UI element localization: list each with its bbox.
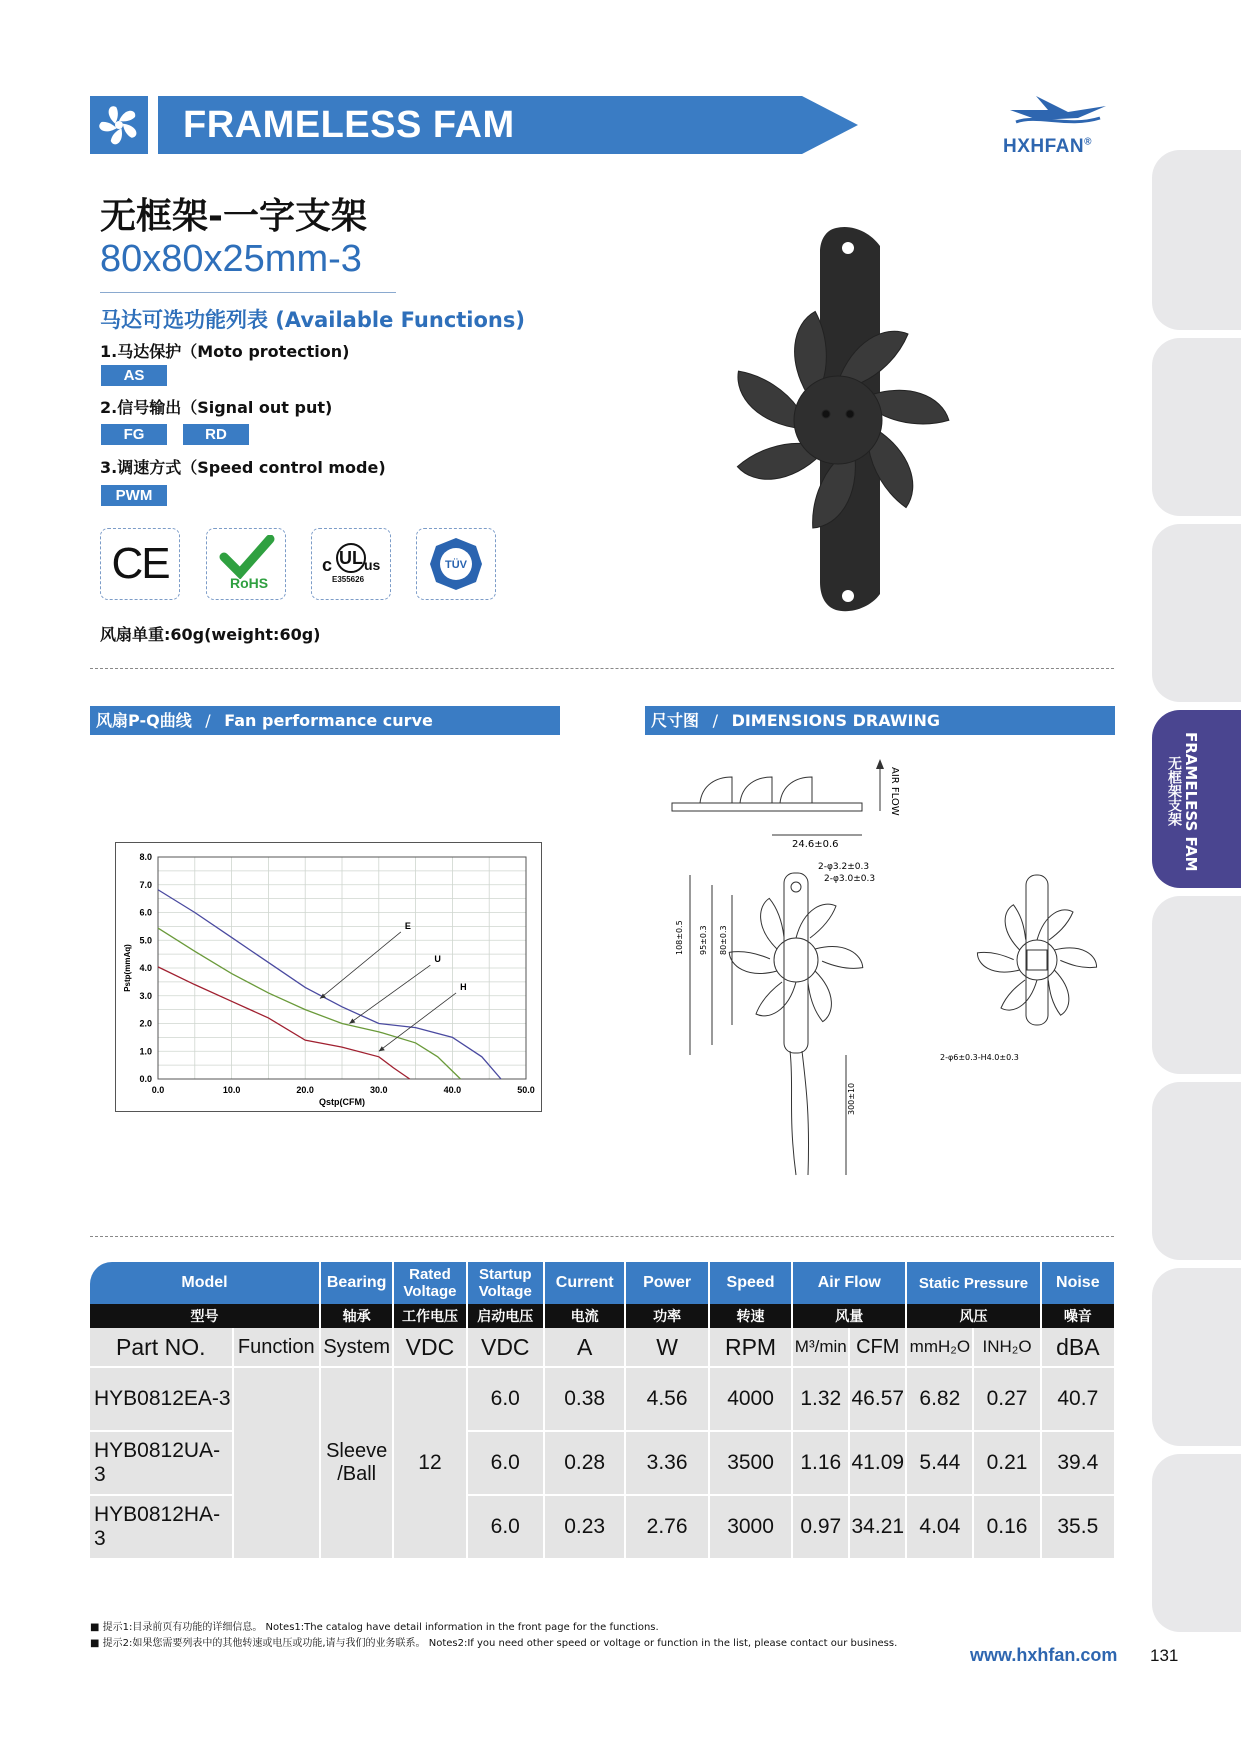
website-link[interactable]: www.hxhfan.com [970,1645,1118,1665]
unit-cell: W [625,1328,708,1367]
side-tab-frameless-active[interactable] [1152,710,1241,888]
side-tab[interactable] [1152,896,1241,1074]
col-header-cn: 风压 [906,1304,1040,1328]
col-header: Rated Voltage [393,1262,466,1304]
table-header-row [90,1262,1114,1304]
part-number: HYB0812EA-3 [90,1367,233,1431]
startup-voltage: 6.0 [467,1367,544,1431]
y-tick-label: 8.0 [139,852,152,862]
unit-cell: RPM [709,1328,792,1367]
col-header: Current [544,1262,625,1304]
unit-cell: System [320,1328,393,1367]
airflow-cfm: 41.09 [849,1431,906,1495]
tuv-cert-icon [416,528,496,600]
function-group-label: 3.调速方式（Speed control mode) [100,458,386,477]
col-header-cn: 轴承 [320,1304,393,1328]
current: 0.28 [544,1431,625,1495]
function-group-label: 1.马达保护（Moto protection) [100,342,350,361]
series-pointer [320,932,401,999]
y-axis-label: Pstp(mmAq) [123,944,132,992]
x-tick-label: 10.0 [222,1085,241,1095]
x-tick-label: 20.0 [296,1085,314,1095]
series-pointer [379,993,456,1051]
series-label-U: U [434,954,441,965]
table-units-row [90,1328,1114,1367]
pressure-inh2o: 0.27 [973,1367,1040,1431]
svg-text:TÜV: TÜV [445,559,467,571]
spec-table [90,1262,1114,1558]
note-line: ■ 提示2:如果您需要列表中的其他转速或电压或功能,请与我们的业务联系。 Notes2:If you need other speed or voltage or function in the list, please contact our business. [90,1638,898,1649]
dimensions-section-header: 尺寸图 / DIMENSIONS DRAWING [645,706,1115,735]
airflow-cfm: 34.21 [849,1495,906,1558]
side-tab[interactable] [1152,524,1241,702]
airflow-m3: 1.32 [792,1367,849,1431]
airflow-m3: 0.97 [792,1495,849,1558]
y-tick-label: 6.0 [139,907,152,918]
noise: 40.7 [1041,1367,1114,1431]
unit-cell: VDC [393,1328,466,1367]
part-number: HYB0812UA-3 [90,1431,233,1495]
svg-text:2-φ3.0±0.3: 2-φ3.0±0.3 [824,874,876,884]
bearing-cell: Sleeve /Ball [320,1367,393,1558]
svg-text:AIR FLOW: AIR FLOW [889,767,900,816]
unit-cell: VDC [467,1328,544,1367]
noise: 35.5 [1041,1495,1114,1558]
power: 4.56 [625,1367,708,1431]
side-tab-label-en: FRAMELESS FAM [1182,732,1200,872]
function-tag: AS [101,365,167,386]
note-line: ■ 提示1:目录前页有功能的详细信息。 Notes1:The catalog have detail information in the front page for the functions. [90,1622,659,1633]
rohs-cert-icon: RoHS [206,528,286,600]
series-label-E: E [404,920,411,931]
function-tag: FG [101,424,167,445]
side-tab[interactable] [1152,1268,1241,1446]
current: 0.38 [544,1367,625,1431]
svg-text:24.6±0.6: 24.6±0.6 [792,839,839,850]
speed: 4000 [709,1367,792,1431]
col-header: Model [90,1262,320,1304]
series-pointer-arrow [349,1019,355,1024]
y-tick-label: 3.0 [139,990,152,1001]
section-divider [90,668,1114,669]
pq-chart [115,842,542,1112]
col-header: Noise [1041,1262,1114,1304]
current: 0.23 [544,1495,625,1558]
pressure-mmh2o: 4.04 [906,1495,973,1558]
function-cell [233,1367,321,1558]
fan-weight: 风扇单重:60g(weight:60g) [100,625,321,644]
col-header: Startup Voltage [467,1262,544,1304]
unit-cell: mmH₂O [906,1328,973,1367]
unit-cell: Function [233,1328,321,1367]
function-tag: PWM [101,485,167,506]
x-tick-label: 0.0 [151,1085,165,1095]
startup-voltage: 6.0 [467,1431,544,1495]
table-header-cn-row [90,1304,1114,1328]
pressure-inh2o: 0.21 [973,1431,1040,1495]
series-pointer [349,965,430,1023]
side-tab[interactable] [1152,1454,1241,1632]
noise: 39.4 [1041,1431,1114,1495]
pressure-mmh2o: 6.82 [906,1367,973,1431]
unit-cell: Part NO. [90,1328,233,1367]
page-title: FRAMELESS FAM [183,104,515,146]
col-header-cn: 型号 [90,1304,320,1328]
col-header-cn: 风量 [792,1304,906,1328]
product-name-cn: 无框架-一字支架 [100,196,367,237]
dimensions-drawing [640,755,1120,1195]
col-header: Bearing [320,1262,393,1304]
side-tab-label-cn: 无框架支架 [1166,756,1182,826]
pressure-mmh2o: 5.44 [906,1431,973,1495]
table-row [90,1367,1114,1431]
ul-cert-icon: c UL us E355626 [311,528,391,600]
y-tick-label: 1.0 [139,1046,152,1057]
col-header-cn: 噪音 [1041,1304,1114,1328]
svg-text:95±0.3: 95±0.3 [699,925,708,955]
curve-section-header: 风扇P-Q曲线 / Fan performance curve [90,706,560,735]
notes [90,1620,897,1652]
x-tick-label: 50.0 [517,1085,535,1095]
fan-product-image [720,222,956,618]
power: 3.36 [625,1431,708,1495]
fan-logo-icon [90,96,148,154]
x-tick-label: 30.0 [370,1085,388,1095]
series-line-E [158,890,501,1079]
power: 2.76 [625,1495,708,1558]
col-header-cn: 启动电压 [467,1304,544,1328]
unit-cell: INH₂O [973,1328,1040,1367]
col-header-cn: 工作电压 [393,1304,466,1328]
product-size: 80x80x25mm-3 [100,238,362,280]
side-tab[interactable] [1152,338,1241,516]
unit-cell: M³/min [792,1328,849,1367]
unit-cell: A [544,1328,625,1367]
ce-cert-icon: CE [100,528,180,600]
divider [100,292,396,293]
airflow-cfm: 46.57 [849,1367,906,1431]
x-axis-label: Qstp(CFM) [319,1097,365,1107]
functions-heading: 马达可选功能列表 (Available Functions) [100,308,525,332]
unit-cell: dBA [1041,1328,1114,1367]
page-number: 131 [1150,1646,1179,1665]
function-tag: RD [183,424,249,445]
col-header: Power [625,1262,708,1304]
part-number: HYB0812HA-3 [90,1495,233,1558]
col-header-cn: 功率 [625,1304,708,1328]
speed: 3500 [709,1431,792,1495]
side-tab[interactable] [1152,150,1241,330]
function-group-label: 2.信号输出（Signal out put) [100,398,333,417]
series-label-H: H [460,981,467,992]
svg-text:108±0.5: 108±0.5 [675,920,684,955]
pq-chart-canvas [116,843,541,1111]
svg-text:80±0.3: 80±0.3 [719,925,728,955]
col-header-cn: 电流 [544,1304,625,1328]
col-header: Speed [709,1262,792,1304]
col-header: Air Flow [792,1262,906,1304]
col-header-cn: 转速 [709,1304,792,1328]
rated-voltage-cell: 12 [393,1367,466,1558]
svg-text:2-φ6±0.3-H4.0±0.3: 2-φ6±0.3-H4.0±0.3 [940,1053,1019,1062]
y-tick-label: 5.0 [139,935,152,946]
airflow-m3: 1.16 [792,1431,849,1495]
y-tick-label: 0.0 [139,1074,152,1084]
side-tab[interactable] [1152,1082,1241,1260]
brand-logo [1008,92,1108,134]
y-tick-label: 2.0 [139,1018,152,1029]
brand-name: HXHFAN® [1003,136,1092,157]
col-header: Static Pressure [906,1262,1040,1304]
pressure-inh2o: 0.16 [973,1495,1040,1558]
series-line-U [158,928,460,1079]
y-tick-label: 7.0 [139,879,152,890]
svg-text:300±10: 300±10 [847,1082,856,1115]
svg-text:2-φ3.2±0.3: 2-φ3.2±0.3 [818,862,870,872]
startup-voltage: 6.0 [467,1495,544,1558]
x-tick-label: 40.0 [443,1085,462,1095]
series-line-H [158,967,410,1079]
section-divider [90,1236,1114,1237]
unit-cell: CFM [849,1328,906,1367]
y-tick-label: 4.0 [139,963,152,973]
speed: 3000 [709,1495,792,1558]
